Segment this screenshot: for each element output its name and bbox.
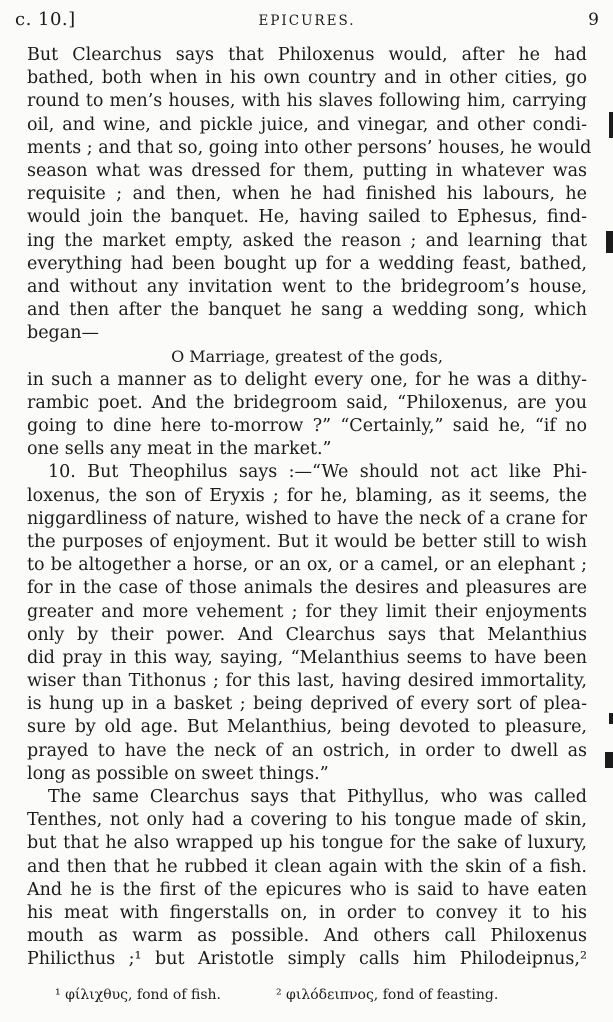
chapter-marker: c. 10.] — [15, 9, 76, 30]
text-line: one sells any meat in the market.” — [27, 439, 332, 460]
scan-artifact — [605, 752, 613, 768]
running-head — [0, 0, 613, 30]
scan-artifact — [606, 231, 613, 253]
paragraph-start-line: The same Clearchus says that Pithyllus, who was called — [48, 787, 587, 807]
text-line: and then after the banquet he sang a wedding song, which — [27, 300, 587, 321]
text-line: ments ; and that so, going into other persons’ houses, he would — [27, 137, 592, 158]
text-line: round to men’s houses, with his slaves following him, carrying — [27, 91, 587, 112]
scan-artifact — [609, 713, 613, 724]
text-line: ing the market empty, asked the reason ; and learning that — [27, 230, 587, 251]
text-line: but that he also wrapped up his tongue for the sake of luxury, — [27, 833, 587, 854]
text-line: only by their power. And Clearchus says that Melanthius — [27, 624, 587, 645]
footnote-2: ² φιλόδειπνος, fond of feasting. — [275, 987, 499, 1003]
text-line: would join the banquet. He, having sailed to Ephesus, find- — [27, 207, 587, 228]
text-line: But Clearchus says that Philoxenus would, after he had — [27, 45, 587, 65]
text-line: to be altogether a horse, or an ox, or a camel, or an elephant ; — [27, 555, 587, 576]
text-line: wiser than Tithonus ; for this last, having desired immortality, — [27, 671, 587, 692]
text-line: everything had been bought up for a wedding feast, bathed, — [27, 253, 587, 274]
body-text — [27, 44, 592, 972]
text-line: rambic poet. And the bridegroom said, “Philoxenus, are you — [27, 392, 587, 413]
text-line: and without any invitation went to the bridegroom’s house, — [27, 276, 587, 297]
text-line: oil, and wine, and pickle juice, and vinegar, and other condi- — [27, 114, 587, 135]
text-line: And he is the first of the epicures who is said to have eaten — [27, 879, 587, 900]
text-line: going to dine here to-morrow ?” “Certainly,” said he, “if no — [27, 416, 587, 436]
verse-line: O Marriage, greatest of the gods, — [171, 347, 443, 367]
text-line: Tenthes, not only had a covering to his tongue made of skin, — [27, 810, 587, 831]
text-line: is hung up in a basket ; being deprived of every sort of plea- — [27, 694, 587, 715]
text-line: loxenus, the son of Eryxis ; for he, blaming, as it seems, the — [27, 485, 587, 506]
running-title: EPICURES. — [258, 13, 356, 29]
text-line: requisite ; and then, when he had finished his labours, he — [27, 184, 587, 205]
text-line: and then that he rubbed it clean again with the skin of a fish. — [27, 856, 587, 877]
text-line: niggardliness of nature, wished to have the neck of a crane for — [27, 508, 587, 529]
page-number: 9 — [588, 10, 599, 30]
text-line: did pray in this way, saying, “Melanthius seems to have been — [27, 647, 587, 668]
text-line: greater and more vehement ; for they limit their enjoyments — [27, 601, 587, 622]
text-line: Philicthus ;¹ but Aristotle simply calls him Philodeipnus,² — [27, 949, 587, 970]
text-line: long as possible on sweet things.” — [27, 763, 329, 784]
footnotes — [27, 985, 613, 1005]
text-line: the purposes of enjoyment. But it would be better still to wish — [27, 531, 587, 552]
text-line: prayed to have the neck of an ostrich, in order to dwell as — [27, 740, 587, 761]
text-line: sure by old age. But Melanthius, being devoted to pleasure, — [27, 717, 587, 738]
paragraph-start-line: 10. But Theophilus says :—“We should not act like Phi- — [48, 462, 587, 483]
text-line: season what was dressed for them, putting in whatever was — [27, 160, 587, 181]
text-line: bathed, both when in his own country and in other cities, go — [27, 68, 587, 89]
text-line: for in the case of those animals the desires and pleasures are — [27, 578, 587, 599]
text-line: in such a manner as to delight every one, for he was a dithy- — [27, 369, 587, 390]
footnote-1: ¹ φίλιχθυς, fond of fish. — [55, 987, 221, 1003]
text-line: began— — [27, 323, 99, 344]
scan-artifact — [609, 112, 613, 138]
text-line: mouth as warm as possible. And others call Philoxenus — [27, 926, 587, 947]
text-line: his meat with fingerstalls on, in order to convey it to his — [27, 902, 587, 923]
